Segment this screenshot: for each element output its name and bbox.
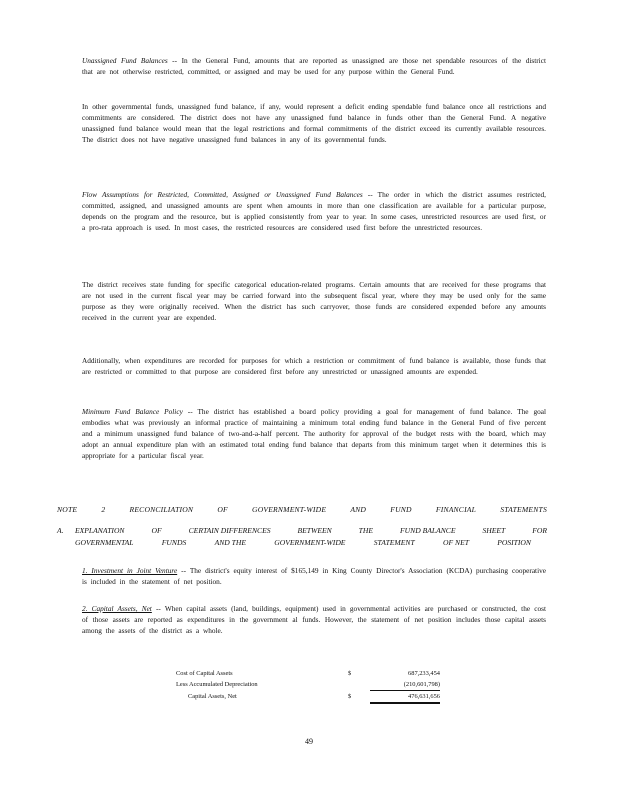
- note-2-heading: NOTE 2 RECONCILIATION OF GOVERNMENT-WIDE AND FUND FINANCIAL STATEMENTS: [57, 505, 547, 514]
- paragraph-text: Additionally, when expenditures are recorded for purposes for which a restriction or commitment of fund balance is available, those funds that are restricted or committed to that purpose are considered first before any unrestricted or unassigned amounts are expended.: [82, 356, 546, 376]
- row-amount: (210,601,798): [370, 679, 440, 691]
- row-amount: 476,631,656: [370, 691, 440, 704]
- state-funding-paragraph: [82, 279, 546, 323]
- table-row: [176, 679, 440, 691]
- row-currency: $: [348, 693, 352, 701]
- additionally-paragraph: [82, 355, 546, 377]
- row-amount: 687,233,454: [408, 670, 440, 677]
- joint-venture-paragraph: [82, 565, 546, 587]
- row-label: Less Accumulated Depreciation: [176, 681, 258, 689]
- deficit-paragraph: [82, 101, 546, 145]
- flow-assumptions-paragraph: [82, 189, 546, 233]
- item-text: -- When capital assets (land, buildings, equipment) used in governmental activities are purchased or constructed, the cost of those assets are reported as expenditures in the government al funds. However, the statement of net position includes those capital assets among the assets of the district as a whole.: [82, 604, 546, 635]
- row-currency: $: [348, 670, 352, 677]
- row-label: Capital Assets, Net: [188, 693, 237, 701]
- capital-assets-paragraph: [82, 603, 546, 636]
- table-row: [176, 691, 440, 704]
- paragraph-text: The district receives state funding for specific categorical education-related programs. Certain amounts that are received for these programs that are not used in the current fiscal year may be carried forward into the subsequent fiscal year, where they may be used only for the same purpose as they were originally received. When the district has such carryover, those funds are considered expended before any amounts received in the current year are expended.: [82, 280, 546, 322]
- paragraph-text: -- In the General Fund, amounts that are reported as unassigned are those net spendable resources of the district that are not otherwise restricted, committed, or assigned and may be used for any purpose within the General Fund.: [82, 56, 546, 76]
- page-number: 49: [305, 737, 313, 746]
- row-currency: [348, 679, 370, 691]
- item-text: -- The district's equity interest of $165,149 in King County Director's Association (KCDA) purchasing cooperative is included in the statement of net position.: [82, 566, 546, 586]
- paragraph-text: -- The district has established a board policy providing a goal for management of fund balance. The goal embodies what was previously an informal practice of maintaining a minimum total ending fund balance in the General Fund of five percent and a minimum unassigned fund balance of two-and-a-half percent. The authority for approval of the budget rests with the board, which may adopt an annual expenditure plan with an estimated total ending fund balance that departs from this minimum target when it determines this is appropriate for a particular fiscal year.: [82, 407, 547, 460]
- paragraph-text: In other governmental funds, unassigned fund balance, if any, would represent a deficit ending spendable fund balance once all restrictions and commitments are considered. The district does not have any unassigned fund balance in funds other than the General Fund. A negative unassigned fund balance would mean that the legal restrictions and formal commitments of the district exceed its currently available resources. The district does not have negative unassigned fund balances in any of its governmental funds.: [82, 102, 546, 144]
- section-a-heading: A. EXPLANATION OF CERTAIN DIFFERENCES BETWEEN THE FUND BALANCE SHEET FOR GOVERNMENTAL FUNDS AND THE GOVERNMENT-WIDE STATEMENT OF NET POSITION: [57, 526, 547, 547]
- row-label: Cost of Capital Assets: [176, 670, 233, 677]
- unassigned-fund-balances-paragraph: [82, 55, 546, 77]
- minimum-fund-balance-paragraph: [82, 406, 546, 461]
- paragraph-text: -- The order in which the district assumes restricted, committed, assigned, and unassigned amounts are spent when amounts in more than one classification are available for a particular purpose, depends on the program and the resource, but is applied consistently from year to year. In some cases, unrestricted resources are used first, or a pro-rata approach is used. In most cases, the restricted resources are considered used first before the unrestricted resources.: [82, 190, 546, 232]
- item-heading: 2. Capital Assets, Net: [82, 604, 152, 613]
- paragraph-heading: Unassigned Fund Balances: [82, 56, 168, 65]
- paragraph-heading: Flow Assumptions for Restricted, Committed, Assigned or Unassigned Fund Balances: [82, 190, 363, 199]
- table-row: [176, 668, 440, 679]
- paragraph-heading: Minimum Fund Balance Policy: [82, 407, 183, 416]
- capital-assets-table: [176, 668, 440, 704]
- section-letter: A.: [57, 526, 64, 535]
- item-heading: 1. Investment in Joint Venture: [82, 566, 178, 575]
